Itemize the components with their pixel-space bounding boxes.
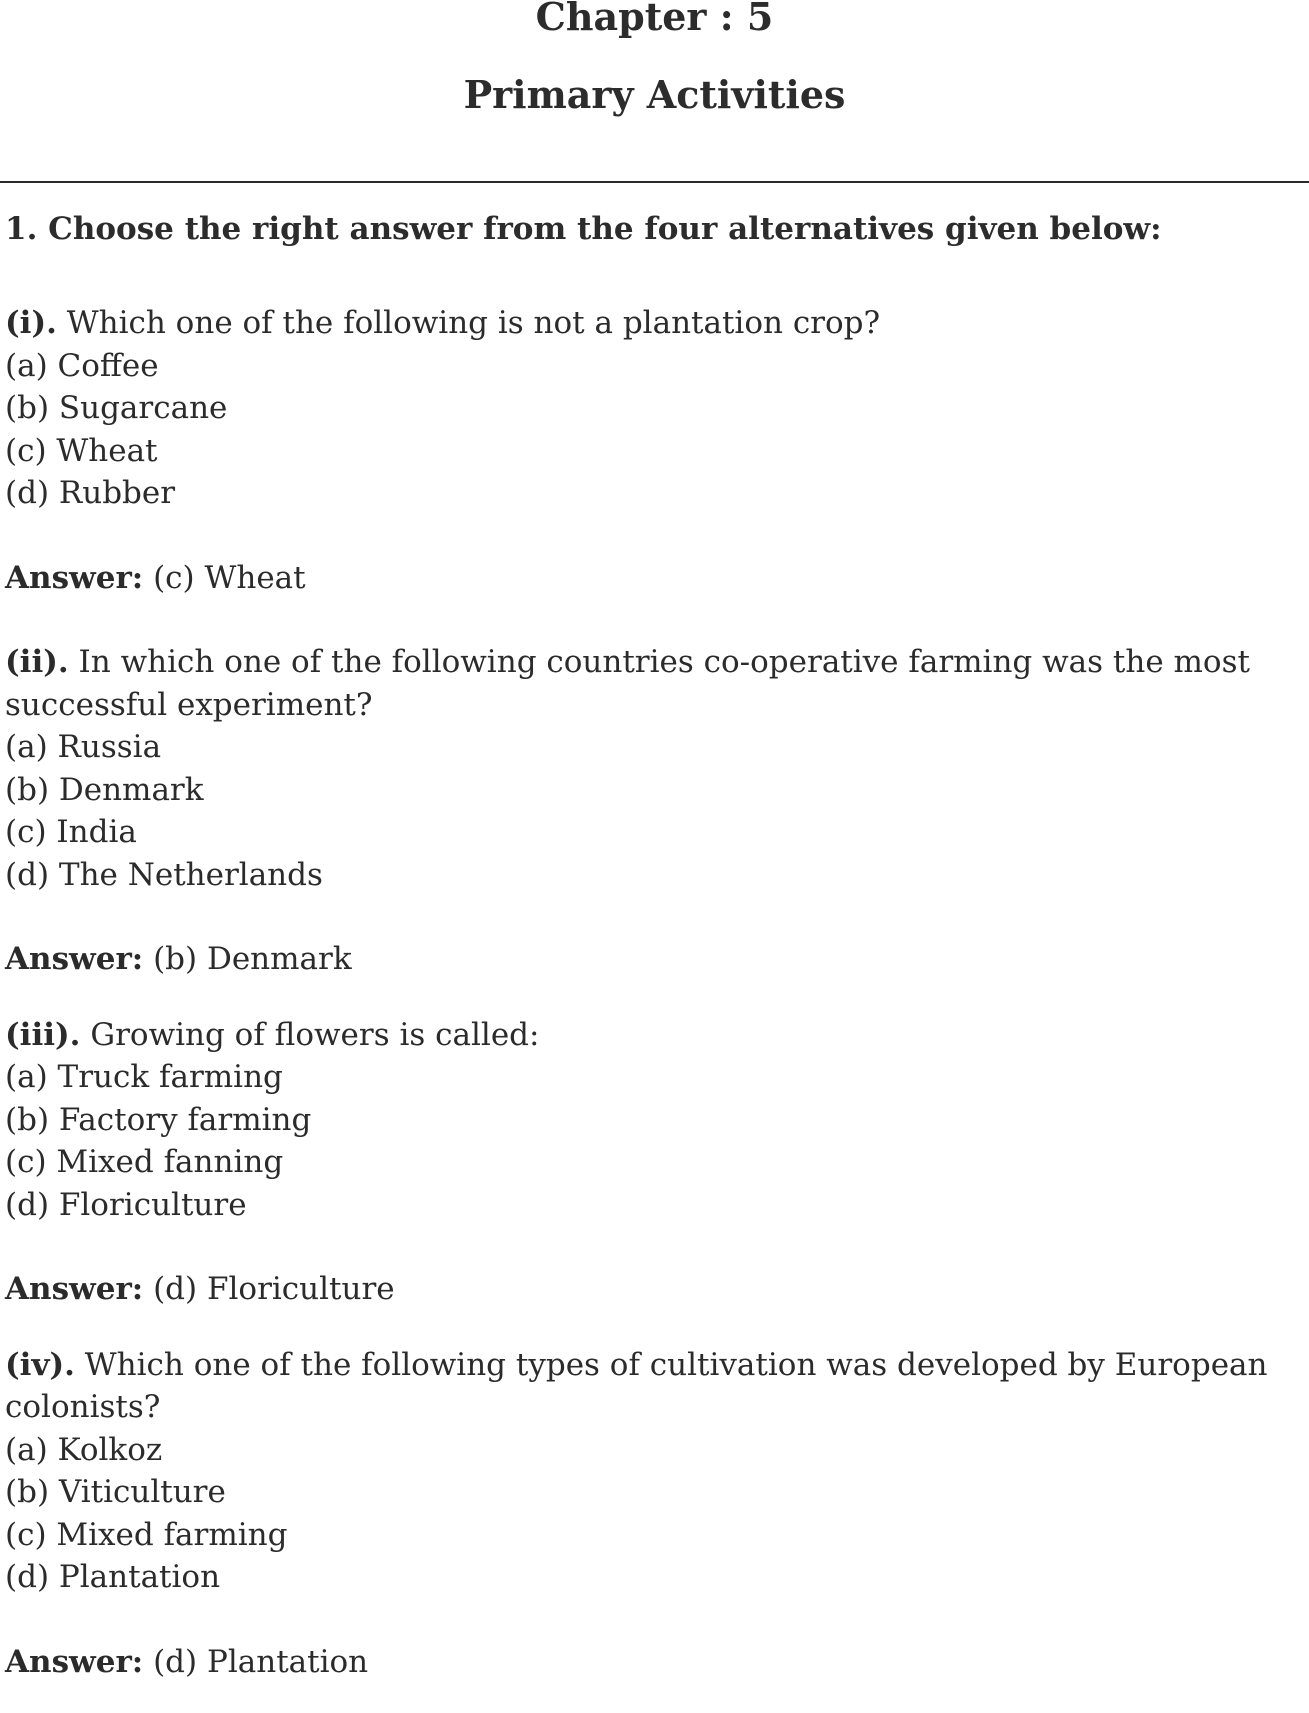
question-text [5,1014,1295,1057]
option: (c) Mixed farming [5,1516,288,1553]
answer [5,1268,1295,1311]
instruction-text: 1. Choose the right answer from the four alternatives given below: [5,211,1162,247]
option: (a) Russia [5,729,162,765]
page-title: Primary Activities [463,72,846,117]
answer-value: (d) Floriculture [143,1271,395,1307]
question-number: (iv). [5,1346,75,1383]
answer-label: Answer: [5,559,144,596]
question-block [5,641,1295,981]
option: (c) Mixed fanning [5,1144,284,1180]
content [5,208,1295,1683]
question-block [5,302,1295,599]
option: (d) Plantation [5,1559,221,1595]
answer-label: Answer: [5,941,144,977]
option: (d) Floriculture [5,1186,247,1223]
answer-value: (b) Denmark [143,941,352,977]
option: (d) The Netherlands [5,856,323,893]
question-block [5,1344,1295,1684]
option: (a) Truck farming [5,1059,283,1095]
answer [5,1641,1295,1684]
option: (d) Rubber [5,475,176,511]
option: (c) India [5,814,137,850]
answer-value: (d) Plantation [143,1643,369,1680]
question-text [5,641,1295,726]
divider [0,181,1309,183]
question-number: (ii). [5,644,69,680]
question-body: In which one of the following countries co-operative farming was the most successful experiment? [5,644,1250,723]
question-body: Which one of the following is not a plantation crop? [56,305,881,341]
option: (a) Kolkoz [5,1431,163,1468]
question-text [5,1344,1295,1429]
option: (c) Wheat [5,432,158,469]
option: (b) Denmark [5,771,204,808]
question-body: Which one of the following types of cultivation was developed by European colonists? [5,1346,1268,1425]
chapter-heading: Chapter : 5 [535,0,774,39]
answer [5,557,1295,600]
option: (b) Factory farming [5,1101,312,1138]
question-number: (iii). [5,1016,81,1053]
option: (a) Coffee [5,347,159,384]
question-text [5,302,1295,345]
answer-label: Answer: [5,1643,144,1680]
question-block [5,1014,1295,1311]
answer [5,938,1295,981]
answer-label: Answer: [5,1271,144,1307]
option: (b) Viticulture [5,1474,226,1510]
question-body: Growing of flowers is called: [80,1016,540,1053]
option: (b) Sugarcane [5,390,228,426]
question-number: (i). [5,305,57,341]
answer-value: (c) Wheat [143,559,306,596]
